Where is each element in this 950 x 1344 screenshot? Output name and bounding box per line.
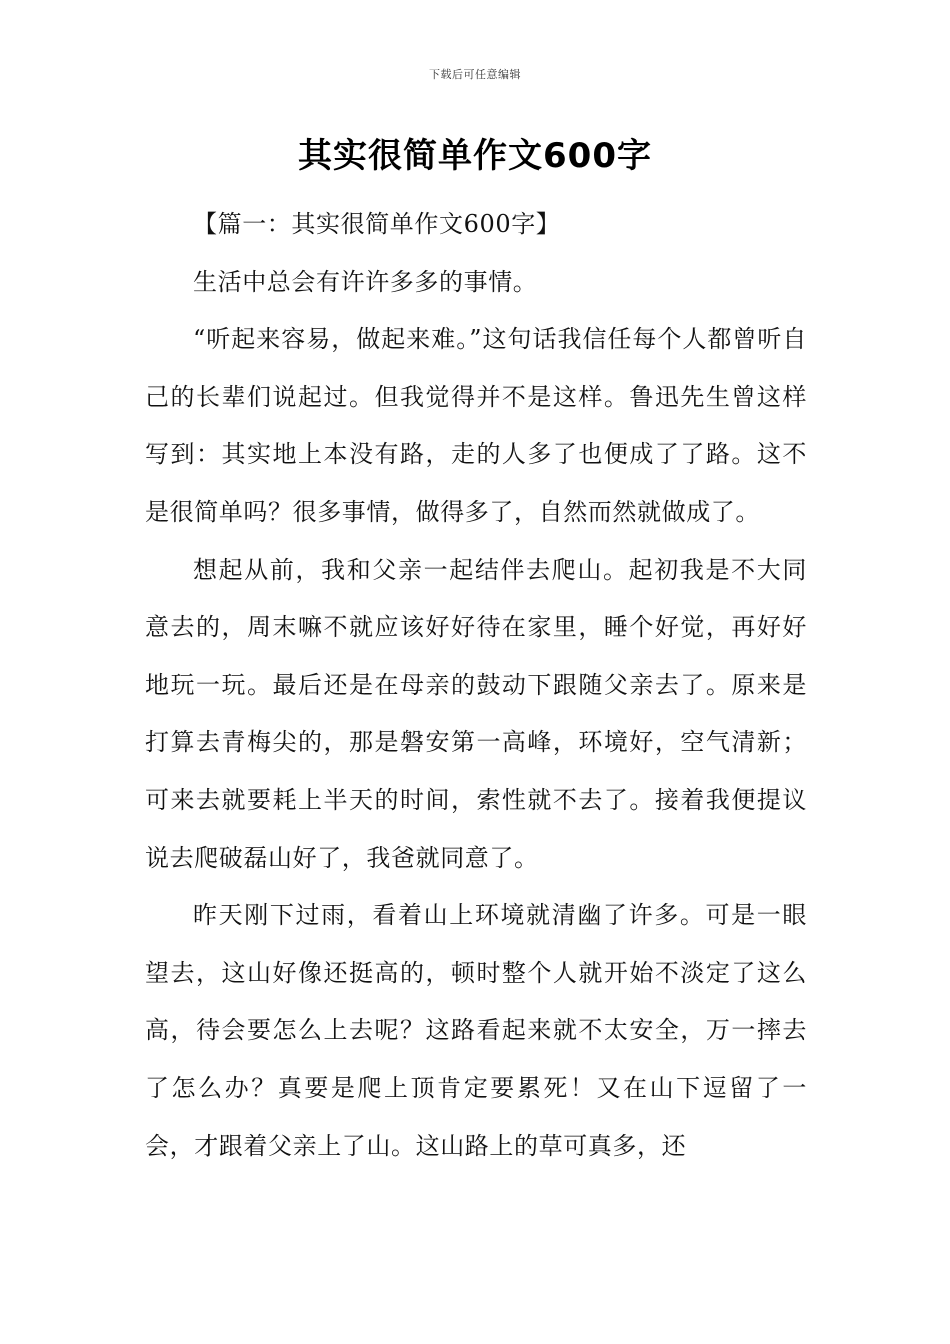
paragraph-4: 昨天刚下过雨，看着山上环境就清幽了许多。可是一眼望去，这山好像还挺高的，顿时整个人就开始不淡定了这么高，待会要怎么上去呢？这路看起来就不太安全，万一摔去了怎么办？真要是爬上顶肯定要累死！又在山下逗留了一会，才跟着父亲上了山。这山路上的草可真多，还 xyxy=(145,901,807,1160)
document-title: 其实很简单作文600字 xyxy=(298,136,652,176)
paragraph-2: “听起来容易，做起来难。”这句话我信任每个人都曾听自己的长辈们说起过。但我觉得并不是这样。鲁迅先生曾这样写到：其实地上本没有路，走的人多了也便成了了路。这不是很简单吗？很多事情，做得多了，自然而然就做成了。 xyxy=(145,325,807,526)
paragraph-1: 生活中总会有许许多多的事情。 xyxy=(193,267,538,296)
section-heading: 【篇一：其实很简单作文600字】 xyxy=(193,210,561,238)
page-header-note: 下载后可任意编辑 xyxy=(429,68,521,81)
paragraph-3: 想起从前，我和父亲一起结伴去爬山。起初我是不大同意去的，周末嘛不就应该好好待在家里，睡个好觉，再好好地玩一玩。最后还是在母亲的鼓动下跟随父亲去了。原来是打算去青梅尖的，那是磐安第一高峰，环境好，空气清新；可来去就要耗上半天的时间，索性就不去了。接着我便提议说去爬破磊山好了，我爸就同意了。 xyxy=(145,555,807,872)
document-body xyxy=(145,196,807,1175)
